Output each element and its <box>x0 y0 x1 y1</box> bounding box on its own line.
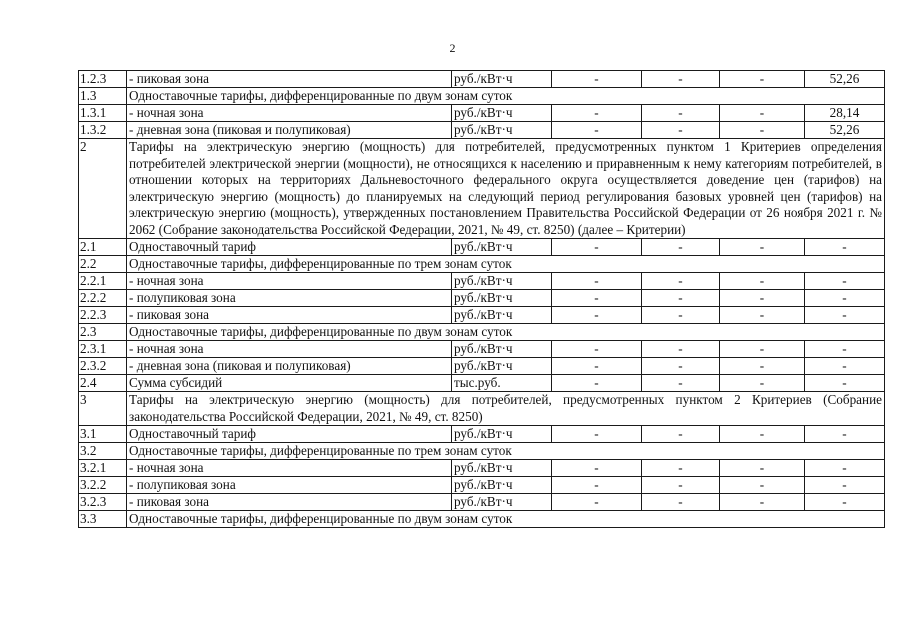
table-row <box>79 341 885 358</box>
value-cell: - <box>805 239 885 256</box>
unit-cell: руб./кВт·ч <box>452 477 552 494</box>
value-cell: - <box>805 341 885 358</box>
value-cell: - <box>720 460 805 477</box>
value-cell: - <box>720 494 805 511</box>
value-cell: - <box>552 494 642 511</box>
tariff-name: - дневная зона (пиковая и полупиковая) <box>127 122 452 139</box>
value-cell: - <box>642 105 720 122</box>
unit-cell: тыс.руб. <box>452 375 552 392</box>
row-number: 2.2 <box>79 256 127 273</box>
row-number: 2.3.1 <box>79 341 127 358</box>
tariff-name: - пиковая зона <box>127 307 452 324</box>
value-cell: - <box>642 122 720 139</box>
row-number: 2.3.2 <box>79 358 127 375</box>
value-cell: - <box>552 71 642 88</box>
value-cell: 52,26 <box>805 122 885 139</box>
row-number: 2.2.1 <box>79 273 127 290</box>
unit-cell: руб./кВт·ч <box>452 273 552 290</box>
table-row <box>79 105 885 122</box>
page-number: 2 <box>449 41 456 55</box>
value-cell: - <box>720 341 805 358</box>
value-cell: - <box>805 290 885 307</box>
tariff-table <box>78 70 885 528</box>
row-number: 1.2.3 <box>79 71 127 88</box>
value-cell: - <box>805 375 885 392</box>
value-cell: - <box>642 477 720 494</box>
unit-cell: руб./кВт·ч <box>452 358 552 375</box>
tariff-name: Одноставочный тариф <box>127 426 452 443</box>
group-heading: Одноставочные тарифы, дифференцированные по трем зонам суток <box>127 443 885 460</box>
row-number: 3.3 <box>79 511 127 528</box>
table-row <box>79 139 885 239</box>
value-cell: - <box>552 290 642 307</box>
unit-cell: руб./кВт·ч <box>452 290 552 307</box>
row-number: 3.2 <box>79 443 127 460</box>
value-cell: - <box>552 375 642 392</box>
value-cell: - <box>642 375 720 392</box>
unit-cell: руб./кВт·ч <box>452 122 552 139</box>
table-row <box>79 375 885 392</box>
value-cell: - <box>552 307 642 324</box>
value-cell: - <box>552 273 642 290</box>
row-number: 2.1 <box>79 239 127 256</box>
value-cell: - <box>720 71 805 88</box>
value-cell: - <box>642 460 720 477</box>
row-number: 1.3.1 <box>79 105 127 122</box>
tariff-name: - ночная зона <box>127 273 452 290</box>
value-cell: - <box>552 105 642 122</box>
row-number: 1.3.2 <box>79 122 127 139</box>
value-cell: - <box>805 494 885 511</box>
table-row <box>79 494 885 511</box>
tariff-name: - ночная зона <box>127 341 452 358</box>
row-number: 3.2.3 <box>79 494 127 511</box>
value-cell: - <box>552 477 642 494</box>
value-cell: - <box>720 273 805 290</box>
table-row <box>79 307 885 324</box>
unit-cell: руб./кВт·ч <box>452 341 552 358</box>
value-cell: - <box>552 122 642 139</box>
table-row <box>79 477 885 494</box>
section-heading: Тарифы на электрическую энергию (мощность) для потребителей, предусмотренных пунктом 1 Критериев определения потребителей электрической энергии (мощности), не относящихся к населению и приравненным к нему категориям потребителей, в отношении которых на территориях Дальневосточного федерального округа осуществляется доведение цен (тарифов) на электрическую энергию (мощность) до планируемых на следующий период регулирования базовых уровней цен (тарифов) на электрическую энергию (мощность), утвержденных постановлением Правительства Российской Федерации от 26 ноября 2021 г. № 2062 (Собрание законодательства Российской Федерации, 2021, № 49, ст. 8250) (далее – Критерии) <box>127 139 885 239</box>
table-row <box>79 256 885 273</box>
value-cell: - <box>720 426 805 443</box>
table-row <box>79 426 885 443</box>
group-heading: Одноставочные тарифы, дифференцированные по трем зонам суток <box>127 256 885 273</box>
table-row <box>79 273 885 290</box>
value-cell: - <box>642 341 720 358</box>
value-cell: - <box>552 460 642 477</box>
table-row <box>79 122 885 139</box>
row-number: 2.2.2 <box>79 290 127 307</box>
unit-cell: руб./кВт·ч <box>452 494 552 511</box>
tariff-name: - дневная зона (пиковая и полупиковая) <box>127 358 452 375</box>
table-row <box>79 358 885 375</box>
value-cell: - <box>642 358 720 375</box>
value-cell: - <box>642 494 720 511</box>
value-cell: - <box>642 307 720 324</box>
row-number: 3.1 <box>79 426 127 443</box>
section-heading: Тарифы на электрическую энергию (мощность) для потребителей, предусмотренных пунктом 2 Критериев (Собрание законодательства Российской Федерации, 2021, № 49, ст. 8250) <box>127 392 885 426</box>
value-cell: - <box>552 341 642 358</box>
value-cell: - <box>720 358 805 375</box>
value-cell: 28,14 <box>805 105 885 122</box>
value-cell: - <box>720 105 805 122</box>
unit-cell: руб./кВт·ч <box>452 307 552 324</box>
tariff-name: - полупиковая зона <box>127 477 452 494</box>
group-heading: Одноставочные тарифы, дифференцированные по двум зонам суток <box>127 88 885 105</box>
value-cell: - <box>720 122 805 139</box>
value-cell: - <box>642 290 720 307</box>
tariff-name: - пиковая зона <box>127 494 452 511</box>
row-number: 3.2.2 <box>79 477 127 494</box>
value-cell: - <box>642 239 720 256</box>
value-cell: - <box>805 477 885 494</box>
value-cell: - <box>642 273 720 290</box>
table-row <box>79 460 885 477</box>
unit-cell: руб./кВт·ч <box>452 71 552 88</box>
value-cell: - <box>720 375 805 392</box>
value-cell: - <box>805 307 885 324</box>
value-cell: - <box>642 71 720 88</box>
table-row <box>79 290 885 307</box>
unit-cell: руб./кВт·ч <box>452 460 552 477</box>
tariff-name: Одноставочный тариф <box>127 239 452 256</box>
table-row <box>79 392 885 426</box>
table-body <box>79 71 885 528</box>
value-cell: - <box>552 358 642 375</box>
group-heading: Одноставочные тарифы, дифференцированные по двум зонам суток <box>127 511 885 528</box>
row-number: 2.3 <box>79 324 127 341</box>
row-number: 2.2.3 <box>79 307 127 324</box>
row-number: 3.2.1 <box>79 460 127 477</box>
unit-cell: руб./кВт·ч <box>452 239 552 256</box>
group-heading: Одноставочные тарифы, дифференцированные по двум зонам суток <box>127 324 885 341</box>
row-number: 1.3 <box>79 88 127 105</box>
table-row <box>79 239 885 256</box>
value-cell: - <box>552 239 642 256</box>
tariff-name: - полупиковая зона <box>127 290 452 307</box>
table-row <box>79 71 885 88</box>
row-number: 3 <box>79 392 127 426</box>
tariff-name: - ночная зона <box>127 460 452 477</box>
tariff-name: - ночная зона <box>127 105 452 122</box>
value-cell: 52,26 <box>805 71 885 88</box>
tariff-name: - пиковая зона <box>127 71 452 88</box>
value-cell: - <box>805 358 885 375</box>
table-row <box>79 324 885 341</box>
value-cell: - <box>720 290 805 307</box>
value-cell: - <box>720 477 805 494</box>
unit-cell: руб./кВт·ч <box>452 105 552 122</box>
table-row <box>79 88 885 105</box>
table-row <box>79 443 885 460</box>
value-cell: - <box>805 460 885 477</box>
value-cell: - <box>805 273 885 290</box>
row-number: 2 <box>79 139 127 239</box>
tariff-name: Сумма субсидий <box>127 375 452 392</box>
unit-cell: руб./кВт·ч <box>452 426 552 443</box>
value-cell: - <box>720 239 805 256</box>
row-number: 2.4 <box>79 375 127 392</box>
value-cell: - <box>552 426 642 443</box>
table-row <box>79 511 885 528</box>
value-cell: - <box>642 426 720 443</box>
value-cell: - <box>720 307 805 324</box>
value-cell: - <box>805 426 885 443</box>
